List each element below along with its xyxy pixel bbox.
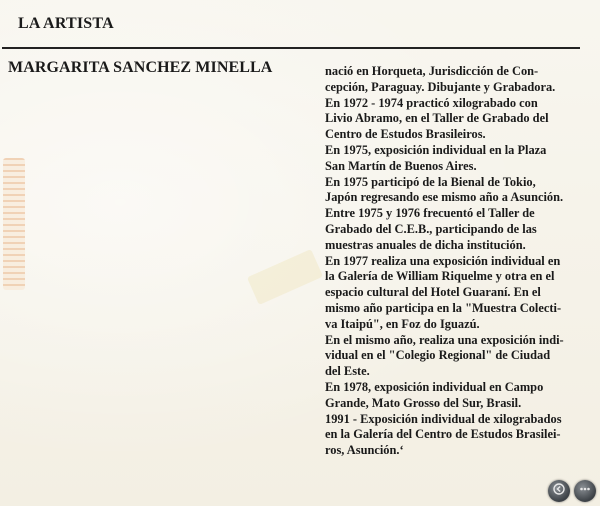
more-icon bbox=[578, 482, 592, 501]
bio-line: espacio cultural del Hotel Guaraní. En el bbox=[325, 285, 541, 300]
bio-line: va Itaipú", en Foz do Iguazú. bbox=[325, 316, 480, 331]
bio-line: En 1972 - 1974 practicó xilograbado con bbox=[325, 95, 538, 110]
bio-line: En 1977 realiza una exposición individual en bbox=[325, 253, 561, 268]
bio-line: En 1975 participó de la Bienal de Tokio, bbox=[325, 174, 536, 189]
bio-line: En 1975, exposición individual en la Plaza bbox=[325, 142, 547, 157]
paper-stain-center bbox=[247, 249, 323, 305]
previous-icon bbox=[552, 482, 566, 501]
bio-line: nació en Horqueta, Jurisdicción de Con- bbox=[325, 64, 539, 78]
bio-line: Livio Abramo, en el Taller de Grabado del bbox=[325, 111, 549, 126]
bio-line: Japón regresando ese mismo año a Asunción. bbox=[325, 190, 564, 205]
bio-line: muestras anuales de dicha institución. bbox=[325, 237, 526, 252]
section-heading: LA ARTISTA bbox=[18, 15, 114, 32]
paper-stain-left bbox=[3, 158, 25, 290]
bio-line: Centro de Estudos Brasileiros. bbox=[325, 127, 486, 142]
bio-line: San Martín de Buenos Aires. bbox=[325, 158, 477, 173]
bio-line: Entre 1975 y 1976 frecuentó el Taller de bbox=[325, 206, 535, 221]
viewer-controls bbox=[548, 480, 596, 502]
artist-name: MARGARITA SANCHEZ MINELLA bbox=[8, 59, 273, 76]
artist-biography bbox=[325, 64, 590, 459]
bio-line: En el mismo año, realiza una exposición indi- bbox=[325, 332, 564, 347]
bio-line: ros, Asunción.‘ bbox=[325, 443, 404, 458]
heading-divider bbox=[2, 47, 580, 49]
bio-line: 1991 - Exposición individual de xilograbados bbox=[325, 411, 562, 426]
more-button[interactable] bbox=[574, 480, 596, 502]
bio-line: Grande, Mato Grosso del Sur, Brasil. bbox=[325, 395, 522, 410]
bio-line: en la Galería del Centro de Estudos Brasilei- bbox=[325, 427, 561, 442]
bio-line: Grabado del C.E.B., participando de las bbox=[325, 221, 537, 236]
bio-line: En 1978, exposición individual en Campo bbox=[325, 379, 544, 394]
bio-line: cepción, Paraguay. Dibujante y Grabadora. bbox=[325, 79, 556, 94]
bio-line: del Este. bbox=[325, 364, 370, 379]
previous-button[interactable] bbox=[548, 480, 570, 502]
bio-line: vidual en el "Colegio Regional" de Ciudad bbox=[325, 348, 551, 363]
bio-line: la Galería de William Riquelme y otra en el bbox=[325, 269, 555, 284]
bio-line: mismo año participa en la "Muestra Colecti- bbox=[325, 300, 562, 315]
